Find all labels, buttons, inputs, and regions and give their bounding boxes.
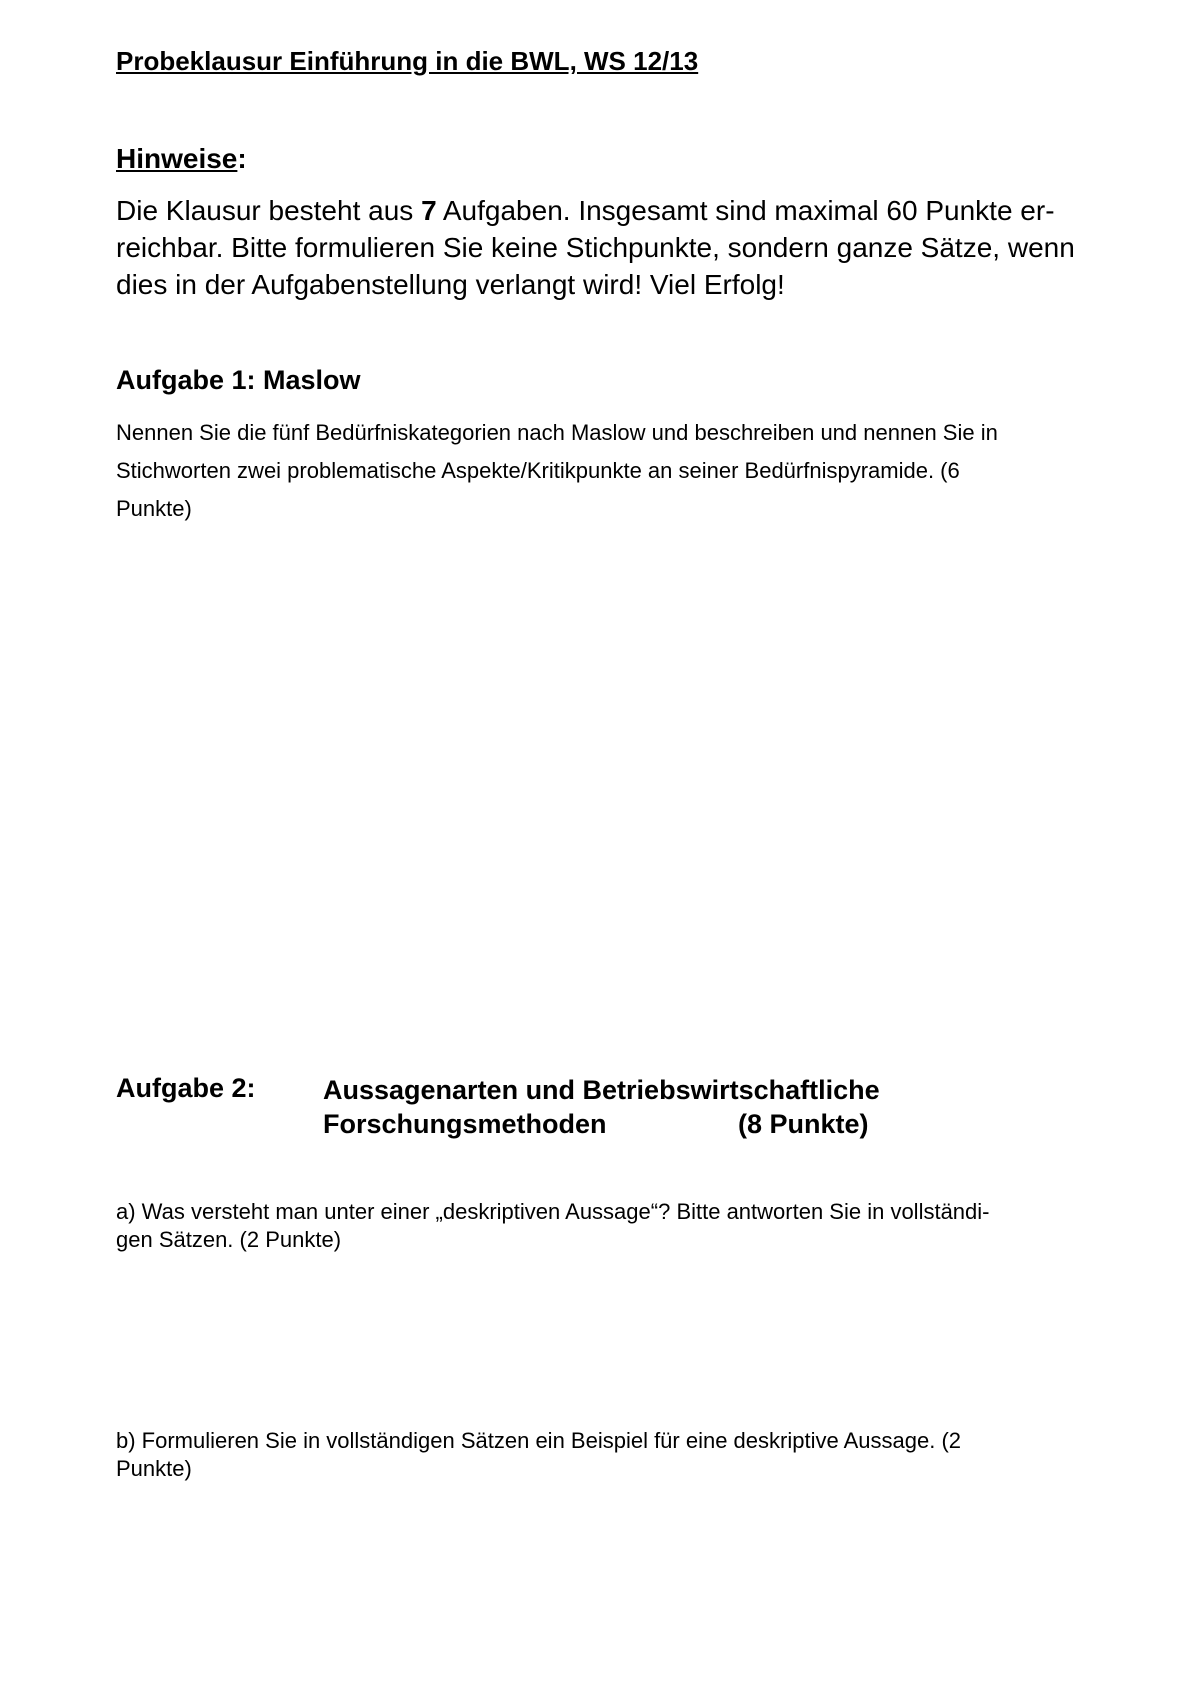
task-count: 7 bbox=[421, 195, 437, 226]
hints-heading-label: Hinweise bbox=[116, 143, 238, 174]
hints-line-3: dies in der Aufgabenstellung verlangt wird! Viel Erfolg! bbox=[116, 269, 785, 300]
task1-line-1: Nennen Sie die fünf Bedürfniskategorien nach Maslow und beschreiben und nennen Sie in bbox=[116, 420, 998, 445]
task1-line-2: Stichworten zwei problematische Aspekte/Kritikpunkte an seiner Bedürfnispyramide. (6 bbox=[116, 458, 960, 483]
task2b-line-1: b) Formulieren Sie in vollständigen Sätzen ein Beispiel für eine deskriptive Aussage. (2 bbox=[116, 1428, 962, 1453]
hints-line-1-pre: Die Klausur besteht aus bbox=[116, 195, 422, 226]
hints-paragraph bbox=[116, 192, 1106, 303]
task1-heading: Aufgabe 1: Maslow bbox=[116, 365, 361, 395]
hints-heading-colon: : bbox=[237, 143, 247, 174]
document-title: Probeklausur Einführung in die BWL, WS 12/13 bbox=[116, 46, 699, 76]
task2-points: (8 Punkte) bbox=[738, 1109, 869, 1139]
task1-line-3: Punkte) bbox=[116, 496, 192, 521]
task2-title-line-1: Aussagenarten und Betriebswirtschaftliche bbox=[323, 1075, 880, 1105]
task2-part-b bbox=[116, 1427, 1106, 1483]
task2a-line-1: a) Was versteht man unter einer „deskriptiven Aussage“? Bitte antworten Sie in vollständi- bbox=[116, 1199, 990, 1224]
hints-line-1-post: Aufgaben. Insgesamt sind maximal 60 Punkte er- bbox=[436, 195, 1055, 226]
task2-part-a bbox=[116, 1198, 1106, 1254]
task2a-line-2: gen Sätzen. (2 Punkte) bbox=[116, 1227, 342, 1252]
hints-line-2: reichbar. Bitte formulieren Sie keine Stichpunkte, sondern ganze Sätze, wenn bbox=[116, 232, 1075, 263]
task2-label: Aufgabe 2: bbox=[116, 1073, 256, 1103]
hints-line-1 bbox=[116, 192, 1106, 229]
task2-title-line-2: Forschungsmethoden bbox=[323, 1109, 607, 1139]
hints-heading bbox=[116, 143, 247, 175]
task1-question bbox=[116, 414, 1106, 528]
task2b-line-2: Punkte) bbox=[116, 1456, 192, 1481]
